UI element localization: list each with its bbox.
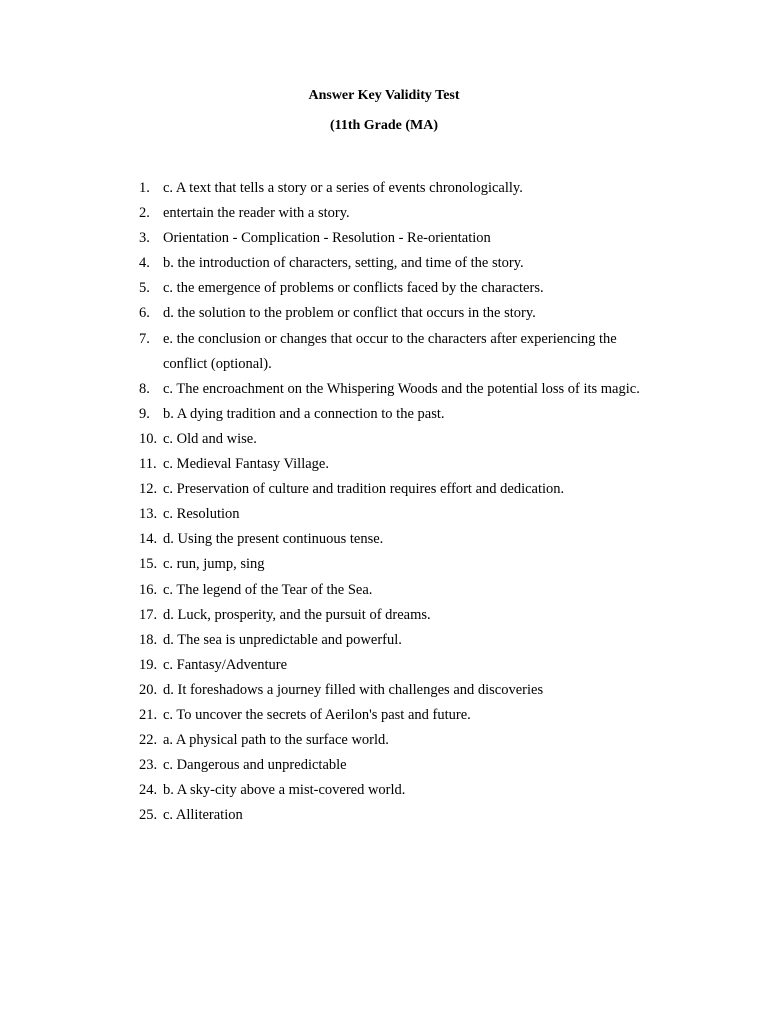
answer-item xyxy=(139,251,699,276)
answer-number: 16. xyxy=(139,581,158,598)
answer-text: c. The legend of the Tear of the Sea. xyxy=(163,581,373,598)
answer-number: 25. xyxy=(139,807,158,824)
answer-number: 21. xyxy=(139,706,158,723)
answer-item xyxy=(139,427,699,452)
answer-text: d. the solution to the problem or conflict that occurs in the story. xyxy=(163,305,536,322)
answer-item xyxy=(139,778,699,803)
answer-item xyxy=(139,728,699,753)
answer-number: 10. xyxy=(139,430,158,447)
answer-number: 9. xyxy=(139,405,150,422)
answer-text: c. Dangerous and unpredictable xyxy=(163,757,347,774)
answer-item xyxy=(139,276,699,301)
answer-text: b. A dying tradition and a connection to the past. xyxy=(163,405,445,422)
answer-number: 5. xyxy=(139,280,150,297)
answer-item xyxy=(139,301,699,326)
answer-item xyxy=(139,552,699,577)
answer-number: 4. xyxy=(139,255,150,272)
answer-number: 8. xyxy=(139,380,150,397)
answer-item xyxy=(139,327,699,377)
answer-item xyxy=(139,377,699,402)
answer-text: b. the introduction of characters, setting, and time of the story. xyxy=(163,255,524,272)
answer-text: c. the emergence of problems or conflicts faced by the characters. xyxy=(163,280,544,297)
answer-item xyxy=(139,753,699,778)
answer-text: d. The sea is unpredictable and powerful. xyxy=(163,631,402,648)
answer-number: 15. xyxy=(139,556,158,573)
answer-text: a. A physical path to the surface world. xyxy=(163,732,389,749)
answer-item xyxy=(139,803,699,828)
answer-number: 23. xyxy=(139,757,158,774)
answer-text: c. To uncover the secrets of Aerilon's past and future. xyxy=(163,706,471,723)
answer-text: c. Resolution xyxy=(163,506,240,523)
answer-number: 22. xyxy=(139,732,158,749)
answer-number: 2. xyxy=(139,205,150,222)
answer-item xyxy=(139,226,699,251)
answer-text: c. A text that tells a story or a series of events chronologically. xyxy=(163,180,523,196)
answer-number: 19. xyxy=(139,656,158,673)
answer-item xyxy=(139,502,699,527)
answer-number: 20. xyxy=(139,681,158,698)
answer-number: 14. xyxy=(139,531,158,548)
answer-item xyxy=(139,678,699,703)
answer-text: c. Fantasy/Adventure xyxy=(163,656,288,673)
answer-text: c. Preservation of culture and tradition requires effort and dedication. xyxy=(163,481,565,498)
answer-item xyxy=(139,578,699,603)
answer-number: 6. xyxy=(139,305,150,322)
answer-list xyxy=(139,176,699,828)
answer-number: 1. xyxy=(139,180,150,196)
answer-item xyxy=(139,176,699,201)
answer-text: d. Luck, prosperity, and the pursuit of dreams. xyxy=(163,606,431,623)
answer-item xyxy=(139,402,699,427)
answer-text: entertain the reader with a story. xyxy=(163,205,350,222)
answer-text: c. The encroachment on the Whispering Woods and the potential loss of its magic. xyxy=(163,380,640,397)
document-subtitle: (11th Grade (MA) xyxy=(329,118,439,133)
answer-item xyxy=(139,452,699,477)
answer-item xyxy=(139,477,699,502)
answer-item xyxy=(139,703,699,728)
answer-text: c. Alliteration xyxy=(163,807,243,824)
answer-item xyxy=(139,603,699,628)
answer-text: c. Old and wise. xyxy=(163,430,257,447)
answer-item xyxy=(139,527,699,552)
answer-number: 7. xyxy=(139,330,150,347)
answer-text: d. Using the present continuous tense. xyxy=(163,531,384,548)
answer-number: 11. xyxy=(139,456,157,473)
document-title: Answer Key Validity Test xyxy=(308,88,460,103)
answer-number: 17. xyxy=(139,606,158,623)
answer-text: e. the conclusion or changes that occur to the characters after experiencing the conflict (optional). xyxy=(163,330,617,372)
answer-item xyxy=(139,201,699,226)
answer-text: Orientation - Complication - Resolution - Re-orientation xyxy=(163,230,491,247)
answer-item xyxy=(139,628,699,653)
answer-text: d. It foreshadows a journey filled with challenges and discoveries xyxy=(163,681,544,698)
answer-number: 24. xyxy=(139,782,158,799)
answer-number: 12. xyxy=(139,481,158,498)
answer-text: b. A sky-city above a mist-covered world. xyxy=(163,782,406,799)
answer-number: 18. xyxy=(139,631,158,648)
answer-number: 13. xyxy=(139,506,158,523)
answer-text: c. run, jump, sing xyxy=(163,556,265,573)
answer-item xyxy=(139,653,699,678)
answer-text: c. Medieval Fantasy Village. xyxy=(163,456,329,473)
answer-number: 3. xyxy=(139,230,150,247)
